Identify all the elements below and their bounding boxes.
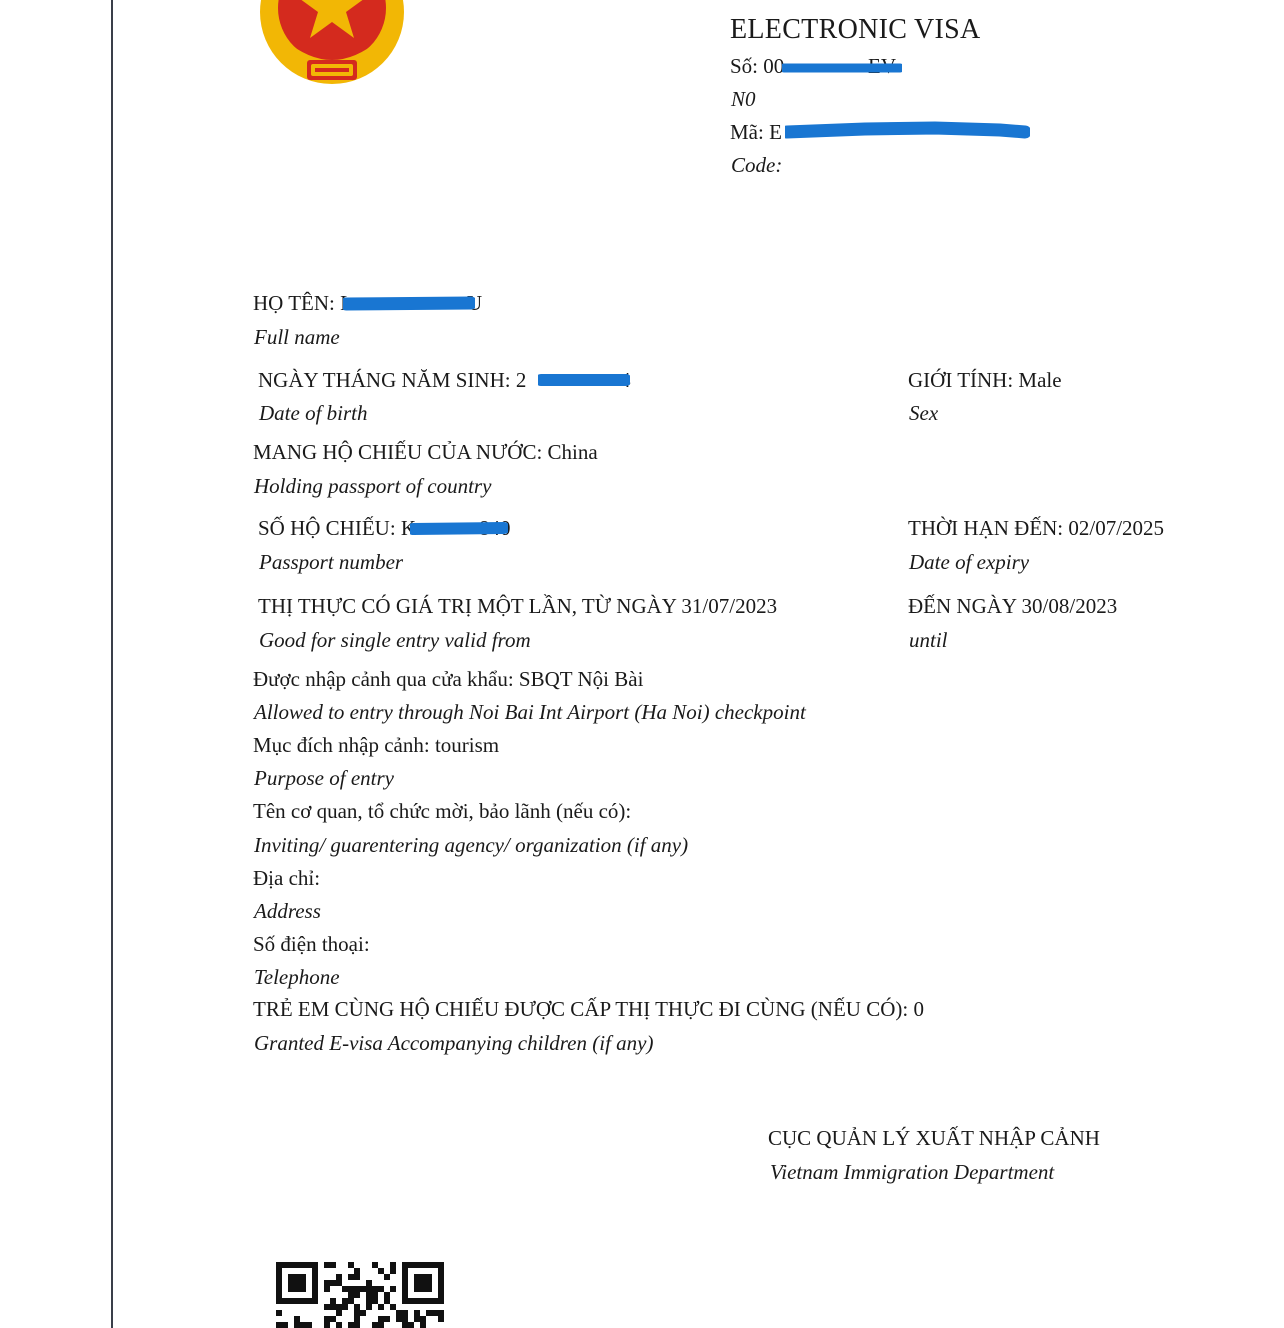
agency-en: Inviting/ guarentering agency/ organization (if any) [254, 833, 689, 857]
phone-label: Số điện thoại: [253, 932, 370, 956]
redaction-passport-number [410, 516, 508, 540]
valid-from-en: Good for single entry valid from [259, 628, 531, 652]
visa-number-en: N0 [731, 87, 756, 111]
national-emblem [255, 0, 410, 95]
address-label: Địa chỉ: [253, 866, 321, 890]
expiry-label: THỜI HẠN ĐẾN: 02/07/2025 [908, 516, 1165, 540]
passport-label: SỐ HỘ CHIẾU: K [258, 516, 417, 540]
valid-from-label: THỊ THỰC CÓ GIÁ TRỊ MỘT LẦN, TỪ NGÀY 31/07/2023 [258, 594, 778, 618]
address-en: Address [254, 899, 321, 923]
visa-number-suffix: EV [868, 54, 896, 78]
sex-label: GIỚI TÍNH: Male [908, 368, 1062, 392]
redaction-full-name [343, 291, 475, 315]
phone-en: Telephone [254, 965, 340, 989]
children-en: Granted E-visa Accompanying children (if any) [254, 1031, 654, 1055]
until-en: until [909, 628, 948, 652]
sex-en: Sex [909, 401, 939, 425]
visa-number-label: Số: 00 [730, 54, 785, 78]
full-name-label: HỌ TÊN: L [253, 291, 353, 315]
nationality-en: Holding passport of country [254, 474, 492, 498]
nationality-label: MANG HỘ CHIẾU CỦA NƯỚC: China [253, 440, 598, 464]
code-label: Mã: E [730, 120, 782, 144]
issuer-name-en: Vietnam Immigration Department [770, 1160, 1055, 1184]
redaction-dob [538, 368, 630, 392]
dob-label: NGÀY THÁNG NĂM SINH: 2 [258, 368, 527, 392]
dob-tail: 4 [620, 368, 631, 392]
redaction-code [785, 116, 1030, 144]
issuer-name: CỤC QUẢN LÝ XUẤT NHẬP CẢNH [768, 1126, 1100, 1150]
purpose-en: Purpose of entry [254, 766, 394, 790]
purpose-label: Mục đích nhập cảnh: tourism [253, 733, 500, 757]
children-label: TRẺ EM CÙNG HỘ CHIẾU ĐƯỢC CẤP THỊ THỰC ĐI CÙNG (NẾU CÓ): 0 [253, 997, 924, 1021]
document-title: ELECTRONIC VISA [730, 14, 981, 45]
redaction-visa-number [782, 56, 902, 78]
full-name-tail: U [467, 291, 483, 315]
code-en: Code: [731, 153, 783, 177]
qr-code [276, 1262, 444, 1328]
until-label: ĐẾN NGÀY 30/08/2023 [908, 594, 1118, 618]
checkpoint-en: Allowed to entry through Noi Bai Int Airport (Ha Noi) checkpoint [254, 700, 806, 724]
full-name-en: Full name [254, 325, 340, 349]
checkpoint-label: Được nhập cảnh qua cửa khẩu: SBQT Nội Bài [253, 667, 644, 691]
passport-tail: 840 [479, 516, 511, 540]
passport-en: Passport number [259, 550, 404, 574]
dob-en: Date of birth [259, 401, 368, 425]
agency-label: Tên cơ quan, tổ chức mời, bảo lãnh (nếu có): [253, 799, 632, 823]
expiry-en: Date of expiry [909, 550, 1030, 574]
page-left-edge [111, 0, 113, 1328]
